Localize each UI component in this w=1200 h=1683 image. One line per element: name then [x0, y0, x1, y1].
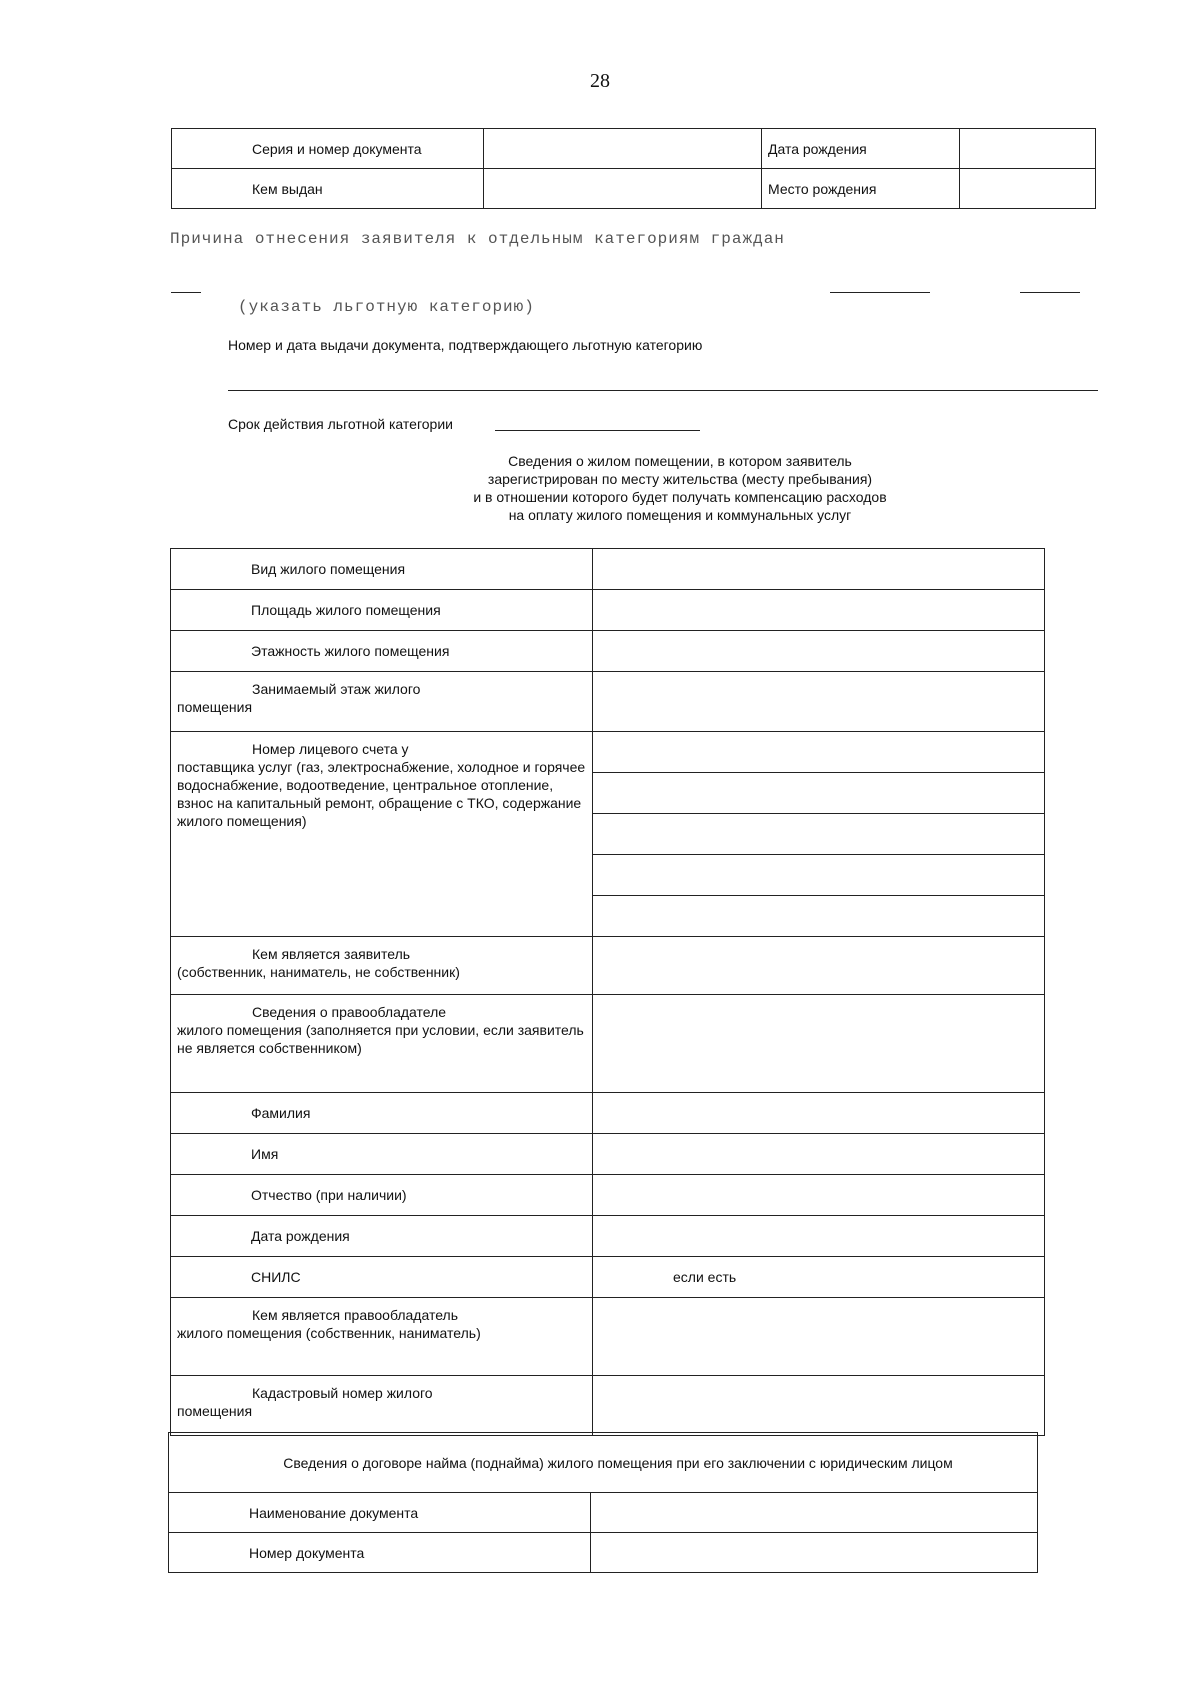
- housing-floors-field[interactable]: [593, 631, 1045, 672]
- name-field[interactable]: [593, 1134, 1045, 1175]
- rightholder-birthdate-field[interactable]: [593, 1216, 1045, 1257]
- applicant-status-field[interactable]: [593, 937, 1045, 995]
- document-table: [171, 128, 1096, 209]
- applicant-status-label: [171, 937, 593, 995]
- account-number-subrows: [593, 732, 1045, 937]
- contract-table: [168, 1432, 1038, 1573]
- validity-line[interactable]: [495, 430, 700, 431]
- rightholder-info-label: [171, 995, 593, 1093]
- rightholder-status-label-first: Кем является правообладатель: [252, 1307, 458, 1323]
- account-subrow[interactable]: [593, 773, 1044, 814]
- section-heading-line: и в отношении которого будет получать компенсацию расходов: [473, 489, 887, 505]
- account-subrow[interactable]: [593, 855, 1044, 896]
- rightholder-info-label-rest: жилого помещения (заполняется при условии, если заявитель не является собственником): [177, 1022, 584, 1056]
- issued-by-label: Кем выдан: [172, 169, 484, 209]
- contract-doc-number-label: Номер документа: [169, 1533, 591, 1573]
- account-number-label-first: Номер лицевого счета у: [252, 741, 409, 757]
- reason-underline-mid: [830, 292, 930, 293]
- issued-by-field[interactable]: [484, 169, 762, 209]
- name-label: Имя: [171, 1134, 593, 1175]
- account-number-label-rest: поставщика услуг (газ, электроснабжение, холодное и горячее водоснабжение, водоотведение, центральное отопление, взнос на капитальный ремонт, обращение с ТКО, содержание жилого помещения): [177, 759, 586, 829]
- account-number-label: [171, 732, 593, 937]
- account-subrow[interactable]: [593, 814, 1044, 855]
- account-subrow[interactable]: [593, 896, 1044, 936]
- category-hint: (указать льготную категорию): [238, 298, 535, 316]
- series-number-field[interactable]: [484, 129, 762, 169]
- housing-area-field[interactable]: [593, 590, 1045, 631]
- rightholder-status-field[interactable]: [593, 1298, 1045, 1376]
- housing-type-field[interactable]: [593, 549, 1045, 590]
- rightholder-info-label-first: Сведения о правообладателе: [252, 1004, 447, 1020]
- housing-area-label: Площадь жилого помещения: [171, 590, 593, 631]
- contract-heading: Сведения о договоре найма (поднайма) жилого помещения при его заключении с юридическим лицом: [169, 1433, 1038, 1493]
- birthplace-label: Место рождения: [762, 169, 960, 209]
- reason-underline-left: [171, 292, 201, 293]
- patronymic-label: Отчество (при наличии): [171, 1175, 593, 1216]
- section-heading-line: на оплату жилого помещения и коммунальных услуг: [508, 507, 852, 523]
- patronymic-field[interactable]: [593, 1175, 1045, 1216]
- cadastral-number-label: [171, 1376, 593, 1436]
- birthplace-field[interactable]: [960, 169, 1096, 209]
- rightholder-status-label-rest: жилого помещения (собственник, наниматель): [177, 1325, 481, 1341]
- applicant-status-label-rest: (собственник, наниматель, не собственник): [177, 964, 460, 980]
- section-heading-line: Сведения о жилом помещении, в котором заявитель: [508, 453, 852, 469]
- housing-table: [170, 548, 1045, 1436]
- occupied-floor-label-rest: помещения: [177, 699, 253, 715]
- rightholder-info-field[interactable]: [593, 995, 1045, 1093]
- validity-label: Срок действия льготной категории: [228, 416, 453, 432]
- reason-line: Причина отнесения заявителя к отдельным категориям граждан: [170, 230, 785, 248]
- occupied-floor-label-first: Занимаемый этаж жилого: [252, 681, 421, 697]
- housing-type-label: Вид жилого помещения: [171, 549, 593, 590]
- page-number: 28: [590, 70, 610, 92]
- reason-underline-right: [1020, 292, 1080, 293]
- snils-field[interactable]: если есть: [593, 1257, 1045, 1298]
- occupied-floor-field[interactable]: [593, 672, 1045, 732]
- housing-floors-label: Этажность жилого помещения: [171, 631, 593, 672]
- section-heading: [410, 452, 950, 524]
- rightholder-birthdate-label: Дата рождения: [171, 1216, 593, 1257]
- cadastral-number-label-rest: помещения: [177, 1403, 253, 1419]
- rightholder-status-label: [171, 1298, 593, 1376]
- surname-field[interactable]: [593, 1093, 1045, 1134]
- cadastral-number-field[interactable]: [593, 1376, 1045, 1436]
- birthdate-field[interactable]: [960, 129, 1096, 169]
- contract-doc-name-field[interactable]: [591, 1493, 1038, 1533]
- surname-label: Фамилия: [171, 1093, 593, 1134]
- series-number-label: Серия и номер документа: [172, 129, 484, 169]
- contract-doc-name-label: Наименование документа: [169, 1493, 591, 1533]
- contract-doc-number-field[interactable]: [591, 1533, 1038, 1573]
- snils-label: СНИЛС: [171, 1257, 593, 1298]
- birthdate-label: Дата рождения: [762, 129, 960, 169]
- account-subrow[interactable]: [593, 732, 1044, 773]
- cadastral-number-label-first: Кадастровый номер жилого: [252, 1385, 433, 1401]
- applicant-status-label-first: Кем является заявитель: [252, 946, 411, 962]
- benefit-doc-line[interactable]: [228, 390, 1098, 391]
- occupied-floor-label: [171, 672, 593, 732]
- benefit-doc-label: Номер и дата выдачи документа, подтверждающего льготную категорию: [228, 337, 703, 353]
- section-heading-line: зарегистрирован по месту жительства (месту пребывания): [487, 471, 873, 487]
